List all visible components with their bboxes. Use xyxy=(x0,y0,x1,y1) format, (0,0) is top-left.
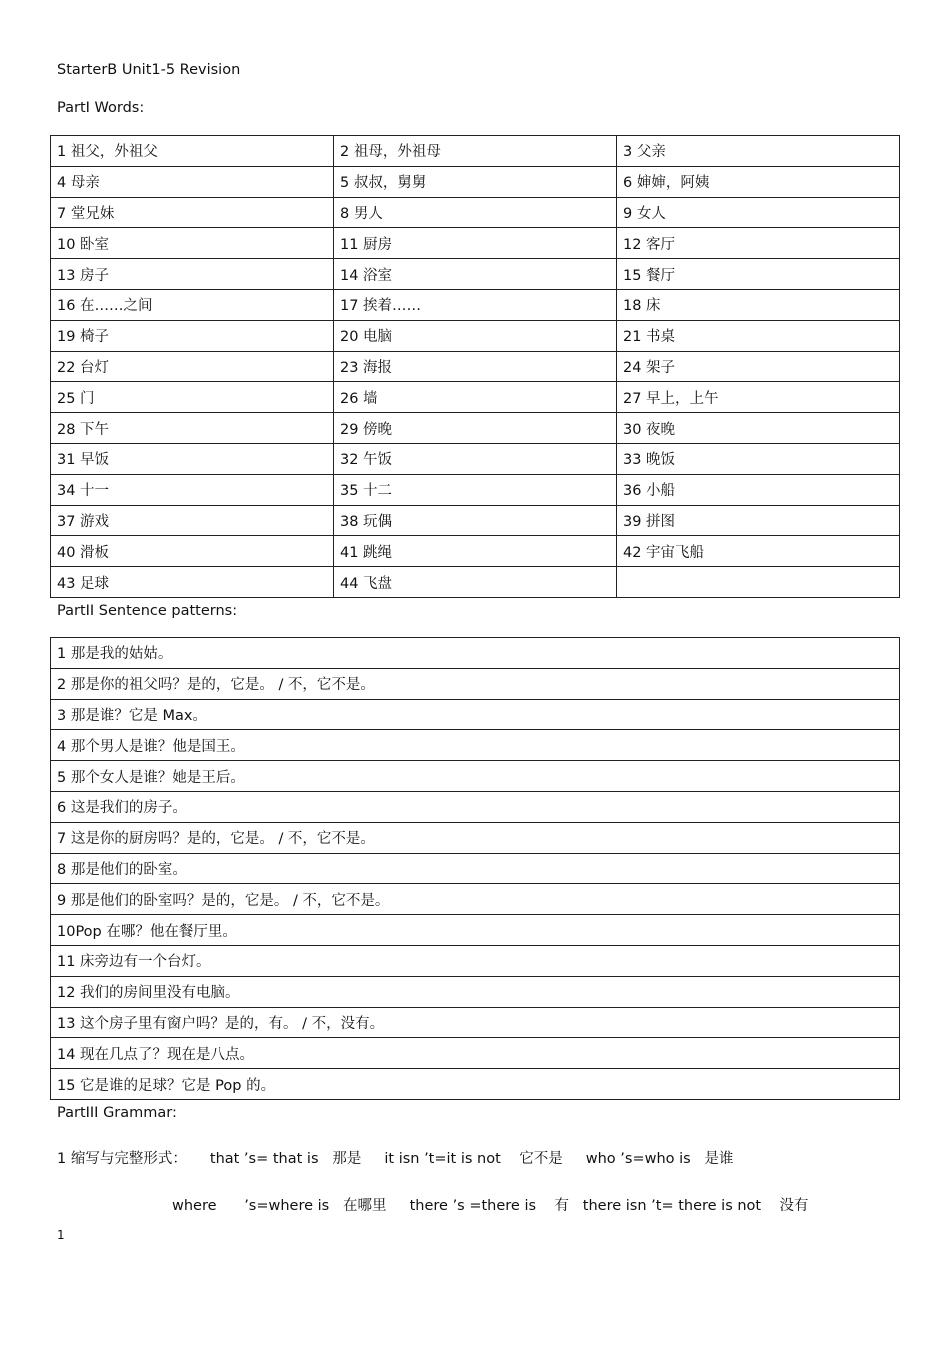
table-row xyxy=(51,1038,900,1069)
word-cell: 17 挨着…… xyxy=(334,289,617,320)
word-cell: 2 祖母，外祖母 xyxy=(334,136,617,167)
word-cell: 31 早饭 xyxy=(51,443,334,474)
word-cell: 37 游戏 xyxy=(51,505,334,536)
word-cell: 35 十二 xyxy=(334,474,617,505)
word-cell: 10 卧室 xyxy=(51,228,334,259)
word-cell: 8 男人 xyxy=(334,197,617,228)
table-row xyxy=(51,945,900,976)
table-row xyxy=(51,638,900,669)
word-cell xyxy=(617,567,900,598)
word-cell: 44 飞盘 xyxy=(334,567,617,598)
word-cell: 5 叔叔，舅舅 xyxy=(334,166,617,197)
word-cell: 19 椅子 xyxy=(51,320,334,351)
grammar-line-2: where ’s=where is 在哪里 there ’s =there is 有 there isn ’t= there is not 没有 xyxy=(172,1198,809,1214)
sentences-table xyxy=(50,637,900,1100)
part3-heading: PartIII Grammar: xyxy=(57,1105,177,1121)
word-cell: 6 婶婶，阿姨 xyxy=(617,166,900,197)
table-row xyxy=(51,351,900,382)
word-cell: 25 门 xyxy=(51,382,334,413)
sentence-cell: 3 那是谁？它是 Max。 xyxy=(51,699,900,730)
document-title: StarterB Unit1-5 Revision xyxy=(57,62,241,78)
word-cell: 21 书桌 xyxy=(617,320,900,351)
word-cell: 23 海报 xyxy=(334,351,617,382)
sentence-cell: 12 我们的房间里没有电脑。 xyxy=(51,976,900,1007)
sentence-cell: 13 这个房子里有窗户吗？是的，有。 / 不，没有。 xyxy=(51,1007,900,1038)
word-cell: 40 滑板 xyxy=(51,536,334,567)
table-row xyxy=(51,228,900,259)
sentence-cell: 15 它是谁的足球？它是 Pop 的。 xyxy=(51,1069,900,1100)
word-cell: 15 餐厅 xyxy=(617,259,900,290)
table-row xyxy=(51,136,900,167)
table-row xyxy=(51,413,900,444)
word-cell: 20 电脑 xyxy=(334,320,617,351)
sentence-cell: 7 这是你的厨房吗？是的，它是。 / 不，它不是。 xyxy=(51,822,900,853)
table-row xyxy=(51,791,900,822)
word-cell: 39 拼图 xyxy=(617,505,900,536)
sentence-cell: 9 那是他们的卧室吗？是的，它是。 / 不，它不是。 xyxy=(51,884,900,915)
sentence-cell: 4 那个男人是谁？他是国王。 xyxy=(51,730,900,761)
table-row xyxy=(51,699,900,730)
word-cell: 41 跳绳 xyxy=(334,536,617,567)
table-row xyxy=(51,289,900,320)
word-cell: 32 午饭 xyxy=(334,443,617,474)
sentence-cell: 5 那个女人是谁？她是王后。 xyxy=(51,761,900,792)
word-cell: 24 架子 xyxy=(617,351,900,382)
page-number: 1 xyxy=(57,1228,65,1242)
sentence-cell: 10Pop 在哪？他在餐厅里。 xyxy=(51,915,900,946)
table-row xyxy=(51,730,900,761)
word-cell: 28 下午 xyxy=(51,413,334,444)
sentence-cell: 11 床旁边有一个台灯。 xyxy=(51,945,900,976)
word-cell: 36 小船 xyxy=(617,474,900,505)
table-row xyxy=(51,761,900,792)
word-cell: 26 墙 xyxy=(334,382,617,413)
sentence-cell: 8 那是他们的卧室。 xyxy=(51,853,900,884)
word-cell: 3 父亲 xyxy=(617,136,900,167)
sentence-cell: 2 那是你的祖父吗？是的，它是。 / 不，它不是。 xyxy=(51,668,900,699)
table-row xyxy=(51,668,900,699)
table-row xyxy=(51,976,900,1007)
word-cell: 4 母亲 xyxy=(51,166,334,197)
word-cell: 16 在……之间 xyxy=(51,289,334,320)
word-cell: 30 夜晚 xyxy=(617,413,900,444)
word-cell: 14 浴室 xyxy=(334,259,617,290)
table-row xyxy=(51,822,900,853)
table-row xyxy=(51,853,900,884)
word-cell: 18 床 xyxy=(617,289,900,320)
word-cell: 34 十一 xyxy=(51,474,334,505)
part2-heading: PartII Sentence patterns: xyxy=(57,603,238,619)
table-row xyxy=(51,1007,900,1038)
table-row xyxy=(51,915,900,946)
word-cell: 22 台灯 xyxy=(51,351,334,382)
table-row xyxy=(51,536,900,567)
words-table xyxy=(50,135,900,598)
word-cell: 1 祖父，外祖父 xyxy=(51,136,334,167)
table-row xyxy=(51,197,900,228)
word-cell: 9 女人 xyxy=(617,197,900,228)
word-cell: 42 宇宙飞船 xyxy=(617,536,900,567)
word-cell: 27 早上，上午 xyxy=(617,382,900,413)
word-cell: 13 房子 xyxy=(51,259,334,290)
part1-heading: PartI Words: xyxy=(57,100,145,116)
table-row xyxy=(51,166,900,197)
table-row xyxy=(51,505,900,536)
word-cell: 29 傍晚 xyxy=(334,413,617,444)
table-row xyxy=(51,259,900,290)
word-cell: 43 足球 xyxy=(51,567,334,598)
word-cell: 7 堂兄妹 xyxy=(51,197,334,228)
table-row xyxy=(51,443,900,474)
grammar-line-1: 1 缩写与完整形式： that ’s= that is 那是 it isn ’t=it is not 它不是 who ’s=who is 是谁 xyxy=(57,1151,734,1167)
table-row xyxy=(51,1069,900,1100)
table-row xyxy=(51,884,900,915)
table-row xyxy=(51,567,900,598)
word-cell: 33 晚饭 xyxy=(617,443,900,474)
table-row xyxy=(51,382,900,413)
sentence-cell: 6 这是我们的房子。 xyxy=(51,791,900,822)
table-row xyxy=(51,474,900,505)
sentence-cell: 14 现在几点了？现在是八点。 xyxy=(51,1038,900,1069)
word-cell: 12 客厅 xyxy=(617,228,900,259)
sentence-cell: 1 那是我的姑姑。 xyxy=(51,638,900,669)
word-cell: 11 厨房 xyxy=(334,228,617,259)
word-cell: 38 玩偶 xyxy=(334,505,617,536)
table-row xyxy=(51,320,900,351)
